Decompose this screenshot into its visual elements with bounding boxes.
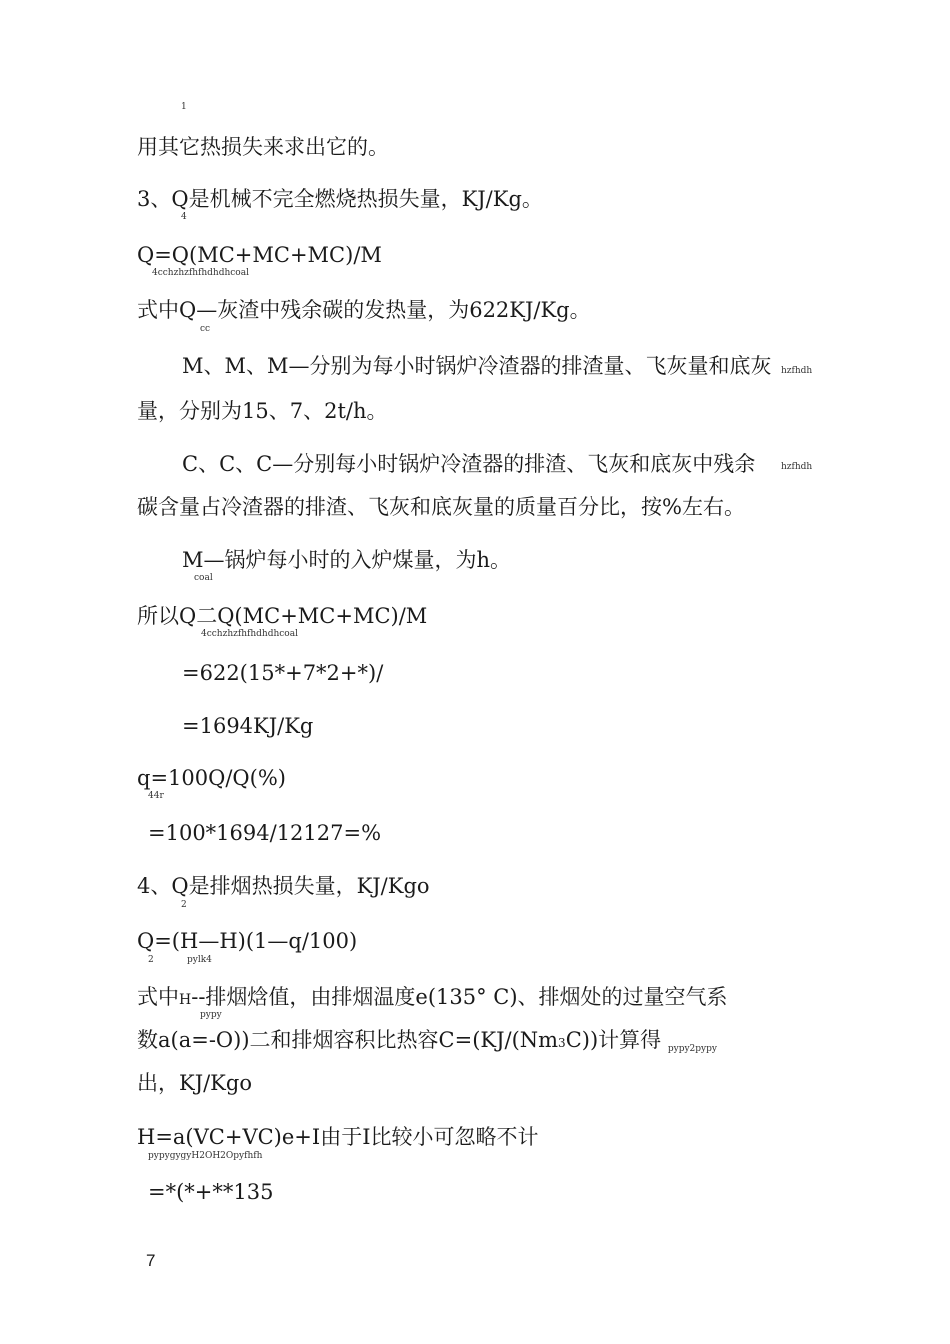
subscript: coal bbox=[194, 573, 213, 583]
formula-line: H=a(VC+VC)e+I由于I比较小可忽略不计 bbox=[137, 1125, 539, 1149]
text-fragment: 数a(a=-O))二和排烟容积比热容C=(KJ/(Nm bbox=[137, 1028, 559, 1052]
subscript: 2 bbox=[148, 955, 154, 965]
subscript: hzfhdh bbox=[781, 462, 813, 472]
subscript: pypygygyH2OH2Opyfhfh bbox=[148, 1151, 263, 1161]
text-line: 4、Q是排烟热损失量，KJ/Kgo bbox=[137, 874, 430, 898]
subscript: hzfhdh bbox=[781, 366, 813, 376]
formula-line: Q=Q(MC+MC+MC)/M bbox=[137, 243, 382, 267]
text-fragment: C))计算得 bbox=[565, 1028, 662, 1052]
subscript: 1 bbox=[181, 102, 187, 112]
text-line: 3、Q是机械不完全燃烧热损失量，KJ/Kg。 bbox=[137, 187, 543, 211]
formula-line: q=100Q/Q(%) bbox=[137, 766, 286, 790]
text-line: 碳含量占冷渣器的排渣、飞灰和底灰量的质量百分比，按%左右。 bbox=[137, 495, 745, 519]
text-line: C、C、C—分别每小时锅炉冷渣器的排渣、飞灰和底灰中残余 bbox=[182, 452, 756, 476]
text-fragment: H bbox=[179, 992, 192, 1008]
text-line: 式中Q—灰渣中残余碳的发热量，为622KJ/Kg。 bbox=[137, 298, 591, 322]
text-fragment: 式中 bbox=[137, 985, 179, 1009]
formula-line: =622(15*+7*2+*)/ bbox=[182, 661, 384, 685]
text-line bbox=[137, 1027, 717, 1062]
subscript: 4 bbox=[181, 212, 187, 222]
subscript: pylk4 bbox=[187, 955, 212, 965]
subscript: pypy bbox=[200, 1010, 222, 1020]
formula-line: =1694KJ/Kg bbox=[182, 714, 314, 738]
formula-line: 所以Q二Q(MC+MC+MC)/M bbox=[137, 604, 428, 628]
subscript: 2 bbox=[181, 900, 187, 910]
text-line: 用其它热损失来求出它的。 bbox=[137, 135, 389, 159]
text-fragment: --排烟焓值，由排烟温度e(135° C)、排烟处的过量空气系 bbox=[191, 985, 728, 1009]
text-line: M、M、M—分别为每小时锅炉冷渣器的排渣量、飞灰量和底灰 bbox=[182, 354, 772, 378]
text-line: 量，分别为15、7、2t/h。 bbox=[137, 399, 388, 423]
formula-line: =*(*+**135 bbox=[148, 1180, 274, 1204]
text-line: M—锅炉每小时的入炉煤量，为h。 bbox=[182, 548, 512, 572]
text-line: 出，KJ/Kgo bbox=[137, 1071, 252, 1095]
subscript: cc bbox=[200, 324, 211, 334]
text-line bbox=[137, 984, 728, 1013]
subscript: 4cchzhzfhfhdhdhcoal bbox=[201, 629, 298, 639]
subscript: pypy2pypy bbox=[667, 1044, 717, 1054]
subscript: 44r bbox=[148, 791, 164, 801]
subscript: 4cchzhzfhfhdhdhcoal bbox=[152, 268, 249, 278]
page-number: 7 bbox=[146, 1251, 156, 1270]
formula-line: Q=(H—H)(1—q/100) bbox=[137, 929, 358, 953]
formula-line: =100*1694/12127=% bbox=[148, 821, 382, 845]
superscript: 3 bbox=[558, 1036, 566, 1050]
